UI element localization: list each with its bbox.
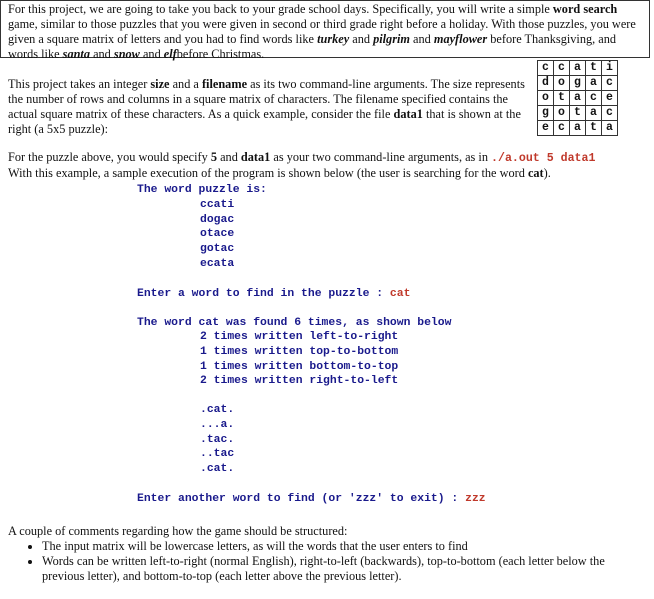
grid-cell: c [602,106,618,121]
grid-cell: a [586,106,602,121]
grid-cell: g [570,76,586,91]
intro-text: game, similar to those puzzles that you were given in second or third grade right before a holiday. With those puzzles, you were given a square matrix of letters and you had to find words like [8,17,636,46]
arg-size: size [150,77,170,91]
grid-row [538,91,618,106]
grid-cell: t [586,121,602,136]
command-example: ./a.out 5 data1 [491,152,596,165]
grid-cell: a [602,121,618,136]
grid-cell: a [570,121,586,136]
session-count: 2 times written left-to-right [200,331,399,343]
intro-text: and [90,47,114,61]
grid-cell: c [554,121,570,136]
grid-cell: i [602,61,618,76]
arguments-paragraph [8,77,530,137]
grid-row [538,121,618,136]
grid-row [538,76,618,91]
prompt-text: Enter a word to find in the puzzle : [137,288,390,300]
grid-cell: t [586,61,602,76]
grid-cell: t [570,106,586,121]
grid-row [538,61,618,76]
session-row: gotac [200,243,235,255]
session-count: 2 times written right-to-left [200,375,399,387]
arg-value-data1: data1 [240,150,271,164]
comments-lead: A couple of comments regarding how the game should be structured: [8,524,348,538]
para-text: and a [169,77,202,91]
para-text: that is shown at the right (a 5x5 puzzle): [8,107,521,136]
grid-cell: c [602,76,618,91]
session-prompt [137,288,410,300]
arg-filename: filename [201,77,248,91]
session-row: ccati [200,199,235,211]
grid-cell: c [538,61,554,76]
grid-row [538,106,618,121]
intro-text: before Christmas. [176,47,265,61]
session-prompt-exit [137,493,486,505]
grid-cell: g [538,106,554,121]
session-found-line: The word cat was found 6 times, as shown below [137,317,452,329]
user-input-cat: cat [389,288,411,300]
pattern-row: ..tac [200,448,235,460]
user-input-zzz: zzz [465,493,486,505]
para-text: as its two command-line arguments. The size represents the number of rows and columns in a square matrix of characters. The filename specified contains the actual square matrix of these characters. As a quick example, consider the file [8,77,525,121]
pattern-row: .tac. [200,434,235,446]
pattern-row: .cat. [200,463,235,475]
puzzle-grid [537,60,618,136]
session-heading: The word puzzle is: [137,184,267,196]
comments-list [8,539,648,584]
pattern-row: .cat. [200,404,235,416]
session-row: dogac [200,214,235,226]
example-word-snow: snow [113,47,140,61]
grid-cell: a [570,91,586,106]
session-row: otace [200,228,235,240]
para-text: and [217,150,241,164]
grid-cell: e [602,91,618,106]
example-word-elf: elf [163,47,177,61]
grid-cell: e [538,121,554,136]
intro-text: and [409,32,434,46]
intro-bold-word-search: word search [552,2,618,16]
intro-text: and [139,47,164,61]
session-count: 1 times written top-to-bottom [200,346,399,358]
grid-cell: o [554,106,570,121]
comment-item: • The input matrix will be lowercase letters, as will the words that the user enters to find [42,539,648,554]
para-text: ). [543,166,551,180]
grid-cell: c [586,91,602,106]
intro-text: For this project, we are going to take you back to your grade school days. Specifically, you will write a simple [8,2,553,16]
pattern-row: ...a. [200,419,235,431]
example-word-pilgrim: pilgrim [373,32,410,46]
example-word-turkey: turkey [317,32,350,46]
grid-cell: a [570,61,586,76]
grid-cell: c [554,61,570,76]
grid-cell: o [538,91,554,106]
intro-text: and [349,32,374,46]
intro-paragraph [0,0,650,61]
para-text: as your two command-line arguments, as in [270,150,492,164]
usage-paragraph [8,150,648,181]
example-word-mayflower: mayflower [433,32,488,46]
file-data1: data1 [393,107,423,121]
para-text: With this example, a sample execution of the program is shown below (the user is searching for the word [8,166,528,180]
para-text: This project takes an integer [8,77,151,91]
grid-cell: d [538,76,554,91]
grid-cell: a [586,76,602,91]
arg-value-5: 5 [210,150,218,164]
session-row: ecata [200,258,235,270]
comment-item: • Words can be written left-to-right (normal English), right-to-left (backwards), top-to-bottom (each letter below the previous letter), and bottom-to-top (each letter above the previous letter). [42,554,648,584]
search-word-cat: cat [527,166,544,180]
para-text: For the puzzle above, you would specify [8,150,211,164]
session-count: 1 times written bottom-to-top [200,361,399,373]
prompt-text: Enter another word to find (or 'zzz' to exit) : [137,493,466,505]
example-word-santa: santa [62,47,90,61]
intro-text: before Thanksgiving, and words like [8,32,617,61]
grid-cell: t [554,91,570,106]
grid-cell: o [554,76,570,91]
